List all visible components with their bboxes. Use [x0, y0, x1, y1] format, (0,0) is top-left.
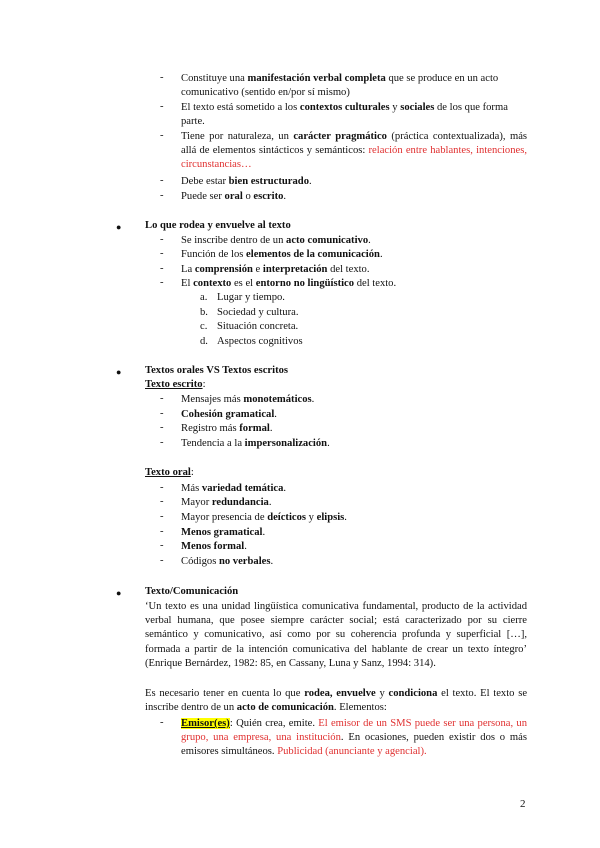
subheading-oral: Texto oral: — [145, 467, 194, 478]
list-item: Puede ser oral o escrito. — [181, 191, 287, 202]
context-paragraph: Es necesario tener en cuenta lo que rodea, envuelve y condiciona el texto. El texto se inscribe dentro de un acto de comunicación. Elementos: — [145, 688, 528, 714]
dash-marker: - — [160, 496, 164, 507]
dash-marker: - — [160, 555, 164, 566]
subheading-written: Texto escrito: — [145, 379, 206, 390]
bullet-icon: ● — [116, 222, 122, 232]
list-item: Cohesión gramatical. — [181, 409, 277, 420]
dash-marker: - — [160, 263, 164, 274]
list-item: Mayor presencia de deícticos y elipsis. — [181, 512, 347, 523]
dash-marker: - — [160, 482, 164, 493]
list-item: Se inscribe dentro de un acto comunicativo. — [181, 235, 371, 246]
list-item: Debe estar bien estructurado. — [181, 176, 312, 187]
letter-item: Sociedad y cultura. — [217, 307, 299, 318]
letter-item: Situación concreta. — [217, 321, 299, 332]
dash-marker: - — [160, 101, 164, 112]
list-item: El contexto es el entorno no lingüístico del texto. — [181, 278, 397, 289]
dash-marker: - — [160, 511, 164, 522]
section-heading: Textos orales VS Textos escritos — [145, 365, 289, 376]
dash-marker: - — [160, 393, 164, 404]
dash-marker: - — [160, 72, 164, 83]
section-heading: Texto/Comunicación — [145, 586, 239, 597]
letter-item: Lugar y tiempo. — [217, 292, 285, 303]
list-item: Mayor redundancia. — [181, 497, 272, 508]
list-item: Códigos no verbales. — [181, 556, 274, 567]
list-item: Constituye una manifestación verbal completa que se produce en un acto comunicativo (sentido en/por sí mismo) — [181, 73, 499, 99]
bullet-icon: ● — [116, 367, 122, 377]
list-item-emisor: Emisor(es): Quién crea, emite. El emisor de un SMS puede ser una persona, un grupo, una empresa, una institución. En ocasiones, pueden existir dos o más emisores simultáneos. Publicidad (anunciante y agencial). — [181, 718, 528, 758]
letter-label: a. — [200, 292, 208, 303]
page-number: 2 — [520, 798, 526, 810]
dash-marker: - — [160, 422, 164, 433]
list-item: Más variedad temática. — [181, 483, 287, 494]
letter-label: d. — [200, 336, 208, 347]
letter-item: Aspectos cognitivos — [217, 336, 303, 347]
dash-marker: - — [160, 717, 164, 728]
list-item: Tiene por naturaleza, un carácter pragmático (práctica contextualizada), más allá de elementos sintácticos y semánticos: relación entre hablantes, intenciones, circunstancias… — [181, 131, 528, 171]
list-item: Registro más formal. — [181, 423, 273, 434]
dash-marker: - — [160, 277, 164, 288]
dash-marker: - — [160, 540, 164, 551]
dash-marker: - — [160, 130, 164, 141]
dash-marker: - — [160, 190, 164, 201]
dash-marker: - — [160, 248, 164, 259]
dash-marker: - — [160, 234, 164, 245]
list-item: Menos gramatical. — [181, 527, 266, 538]
quote-paragraph: ‘Un texto es una unidad lingüística comunicativa fundamental, producto de la actividad verbal humana, que posee siempre carácter social; está caracterizado por su cierre semántico y comunicativo, así como por su coherencia profunda y superficial […], formada a partir de la intención comunicativa del hablante de crear un texto íntegro’ (Enrique Bernárdez, 1982: 85, en Cassany, Luna y Sanz, 1994: 314). — [145, 601, 527, 669]
list-item: Función de los elementos de la comunicación. — [181, 249, 383, 260]
list-item: Menos formal. — [181, 541, 247, 552]
bullet-icon: ● — [116, 588, 122, 598]
list-item: Tendencia a la impersonalización. — [181, 438, 330, 449]
letter-label: b. — [200, 307, 208, 318]
dash-marker: - — [160, 175, 164, 186]
list-item: La comprensión e interpretación del texto. — [181, 264, 370, 275]
dash-marker: - — [160, 437, 164, 448]
dash-marker: - — [160, 526, 164, 537]
section-heading: Lo que rodea y envuelve al texto — [145, 220, 291, 231]
letter-label: c. — [200, 321, 208, 332]
dash-marker: - — [160, 408, 164, 419]
list-item: El texto está sometido a los contextos culturales y sociales de los que forma parte. — [181, 102, 508, 128]
list-item: Mensajes más monotemáticos. — [181, 394, 315, 405]
